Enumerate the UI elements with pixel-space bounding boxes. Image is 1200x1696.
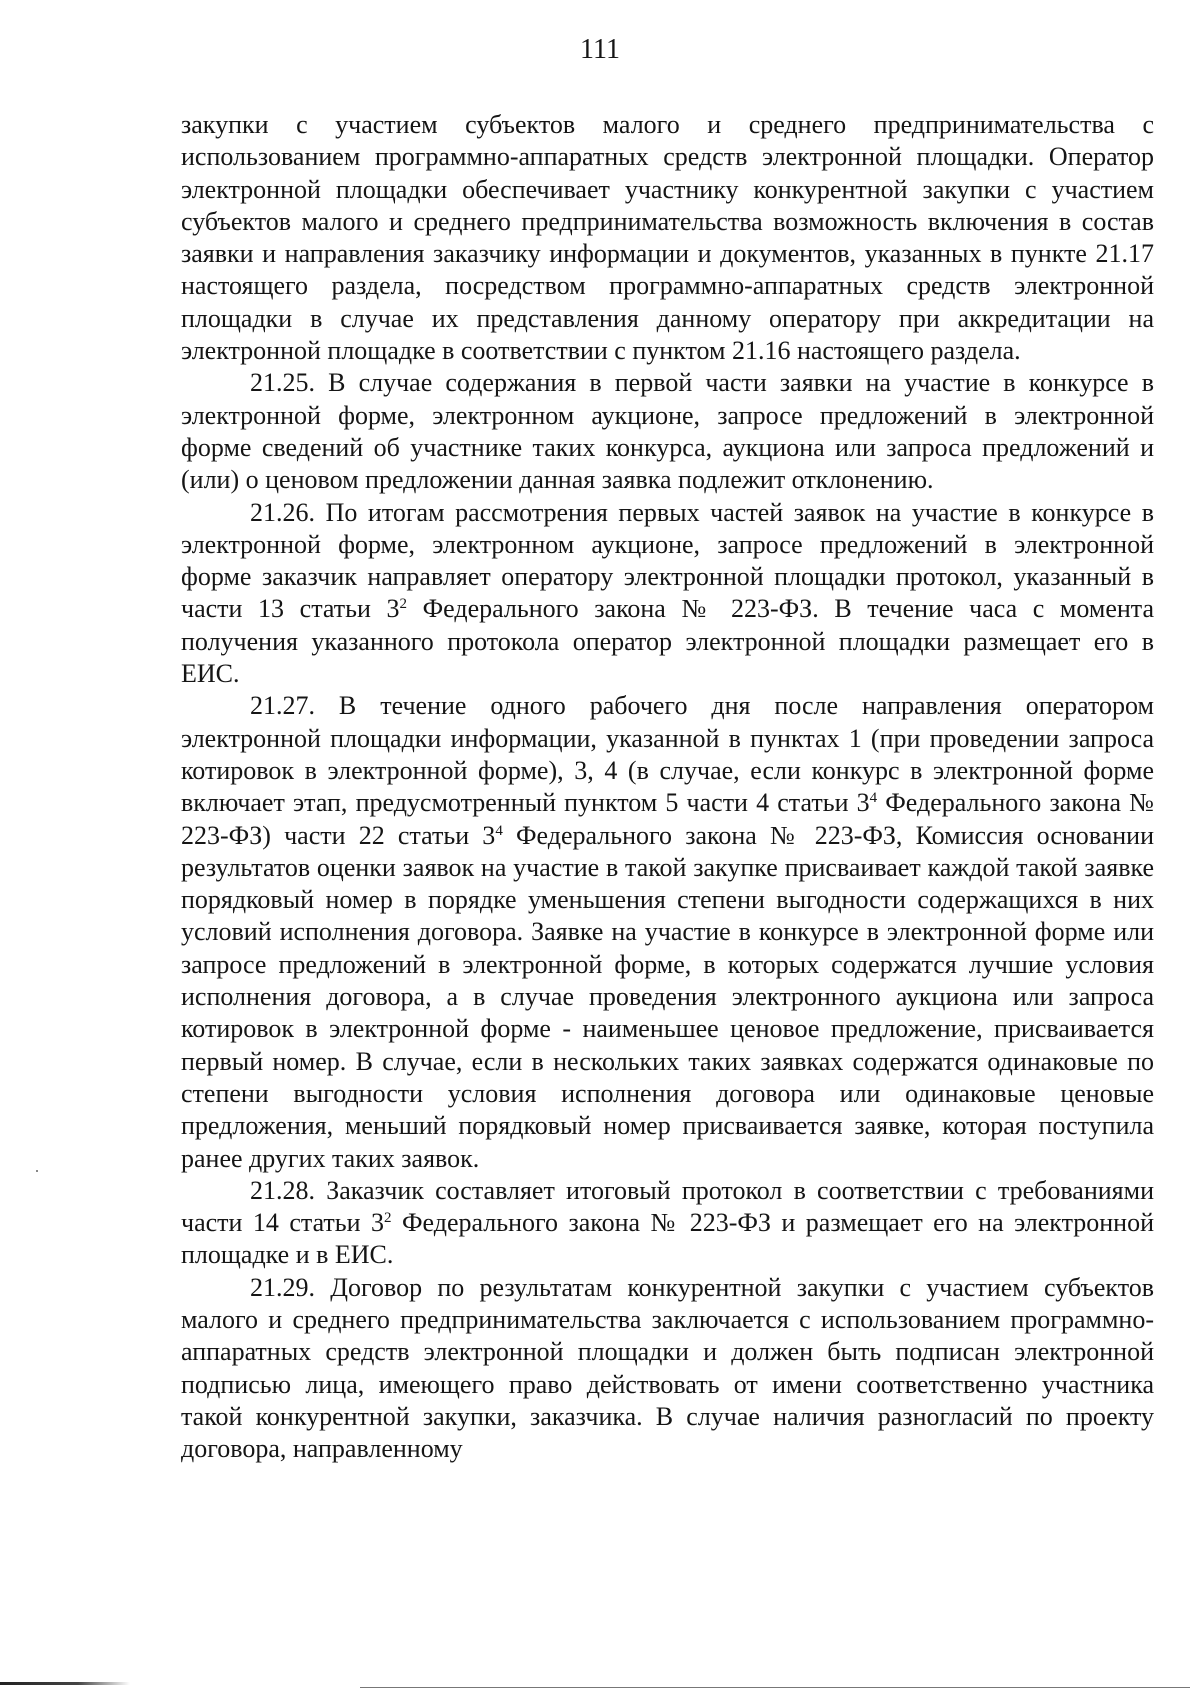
superscript-index: 2 <box>384 1210 392 1227</box>
paragraph-21-27 <box>181 690 1154 1174</box>
paragraph-21-28 <box>181 1175 1154 1272</box>
paragraph-text-segment: Федерального закона № 223-ФЗ. В течение часа с момента получения указанного протокола оператор электронной площадки размещает его в ЕИС. <box>181 594 1154 689</box>
scan-artifact-line <box>360 1687 1190 1688</box>
superscript-index: 4 <box>495 822 503 839</box>
superscript-index: 2 <box>399 596 407 613</box>
paragraph-text-segment: 21.27. В течение одного рабочего дня после направления оператором электронной площадки информации, указанной в пунктах 1 (при проведении запроса котировок в электронной форме), 3, 4 (в случае, если конкурс в электронной форме включает этап, предусмотренный пунктом 5 части 4 статьи 3 <box>181 691 1154 818</box>
paragraph-21-26 <box>181 497 1154 691</box>
scan-artifact-edge <box>0 1682 130 1685</box>
paragraph-text-segment: Федерального закона № 223-ФЗ, Комиссия основании результатов оценки заявок на участие в такой закупке присваивает каждой такой заявке порядковый номер в порядке уменьшения степени выгодности содержащихся в них условий исполнения договора. Заявке на участие в конкурсе в электронной форме или запросе предложений в электронной форме, в которых содержатся лучшие условия исполнения договора, а в случае проведения электронного аукциона или запроса котировок в электронной форме - наименьшее ценовое предложение, присваивается первый номер. В случае, если в нескольких таких заявках содержатся одинаковые по степени выгодности условия исполнения договора или одинаковые ценовые предложения, меньший порядковый номер присваивается заявке, которая поступила ранее других таких заявок. <box>181 820 1154 1173</box>
paragraph-21-29: 21.29. Договор по результатам конкурентной закупки с участием субъектов малого и среднего предпринимательства заключается с использованием программно-аппаратных средств электронной площадки и должен быть подписан электронной подписью лица, имеющего право действовать от имени соответственно участника такой конкурентной закупки, заказчика. В случае наличия разногласий по проекту договора, направленному <box>181 1272 1154 1464</box>
paragraph-text-segment: Федерального закона № 223-ФЗ) части 22 статьи 3 <box>181 788 1154 850</box>
superscript-index: 4 <box>869 790 878 807</box>
paragraph-21-25: 21.25. В случае содержания в первой части заявки на участие в конкурсе в электронной форме, электронном аукционе, запросе предложений в электронной форме сведений об участнике таких конкурса, аукциона или запроса предложений и (или) о ценовом предложении данная заявка подлежит отклонению. <box>181 368 1154 495</box>
page-number: 111 <box>580 34 620 65</box>
paragraph-text-segment: 21.26. По итогам рассмотрения первых частей заявок на участие в конкурсе в электронной форме, электронном аукционе, запросе предложений в электронной форме заказчик направляет оператору электронной площадки протокол, указанный в части 13 статьи 3 <box>181 497 1154 624</box>
paragraph-text-segment: Федерального закона № 223-ФЗ и размещает его на электронной площадке и в ЕИС. <box>181 1208 1154 1270</box>
paragraph-continuation: закупки с участием субъектов малого и среднего предпринимательства с использованием программно-аппаратных средств электронной площадки. Оператор электронной площадки обеспечивает участнику конкурентной закупки с участием субъектов малого и среднего предпринимательства возможность включения в состав заявки и направления заказчику информации и документов, указанных в пункте 21.17 настоящего раздела, посредством программно-аппаратных средств электронной площадки в случае их представления данному оператору при аккредитации на электронной площадке в соответствии с пунктом 21.16 настоящего раздела. <box>181 110 1154 366</box>
scan-artifact-dot <box>36 1170 38 1172</box>
document-body <box>181 109 1154 1465</box>
paragraph-text-segment: 21.28. Заказчик составляет итоговый протокол в соответствии с требованиями части 14 статьи 3 <box>181 1175 1154 1238</box>
